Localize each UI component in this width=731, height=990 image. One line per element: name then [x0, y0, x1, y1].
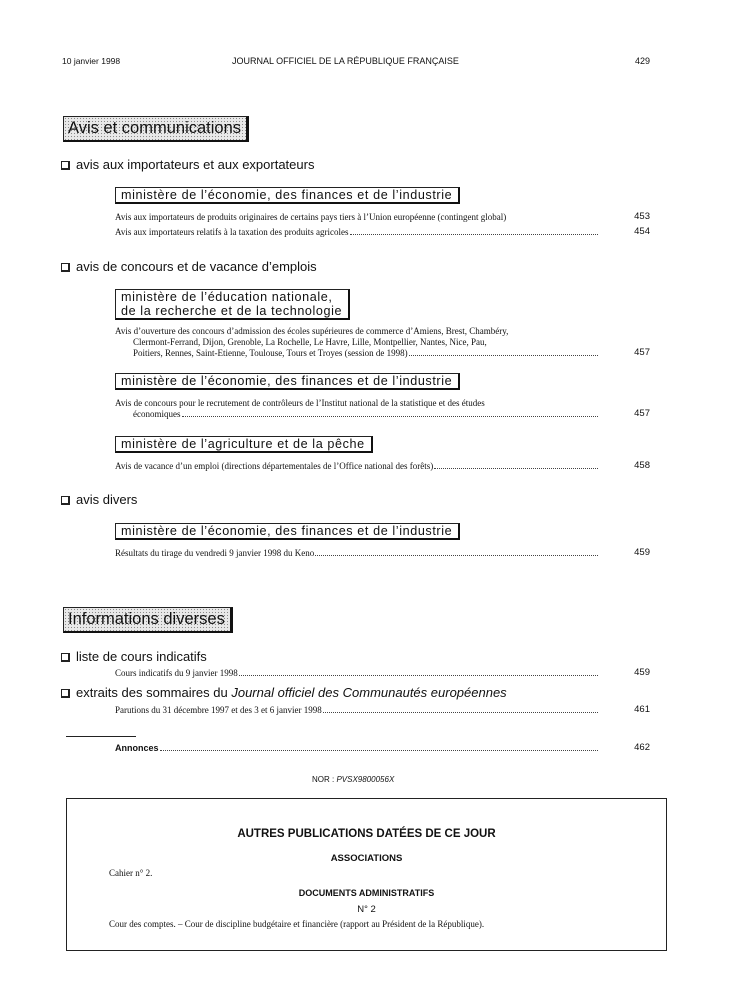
section-avis-concours: [61, 259, 317, 275]
publications-cahier: Cahier n° 2.: [109, 868, 153, 878]
toc-page-number: 457: [634, 347, 650, 358]
section-label: avis aux importateurs et aux exportateurs: [76, 157, 315, 172]
section-label: avis de concours et de vacance d’emplois: [76, 259, 317, 274]
toc-entry[interactable]: Cours indicatifs du 9 janvier 1998: [115, 668, 599, 679]
toc-page-number: 459: [634, 547, 650, 558]
checkbox-bullet-icon: [61, 653, 70, 662]
ministry-line: ministère de l’éducation nationale,: [121, 290, 333, 304]
toc-entry-annonces[interactable]: Annonces: [115, 743, 599, 754]
ministry-economie-3: ministère de l’économie, des finances et de l’industrie: [115, 523, 460, 540]
publications-number: N° 2: [357, 904, 376, 915]
toc-page-number: 454: [634, 226, 650, 237]
header-date: 10 janvier 1998: [62, 56, 121, 66]
toc-entry[interactable]: Parutions du 31 décembre 1997 et des 3 et 6 janvier 1998: [115, 705, 599, 716]
toc-entry[interactable]: Avis de vacance d’un emploi (directions départementales de l’Office national des forêts): [115, 461, 599, 472]
separator-rule: [66, 736, 136, 737]
toc-entry[interactable]: Avis aux importateurs de produits originaires de certains pays tiers à l’Union européenne (contingent global): [115, 212, 507, 222]
toc-page-number: 462: [634, 742, 650, 753]
toc-entry[interactable]: Avis de concours pour le recrutement de contrôleurs de l’Institut national de la statistique et des études économiques: [115, 398, 599, 420]
publications-description: Cour des comptes. – Cour de discipline budgétaire et financière (rapport au Président de la République).: [109, 919, 485, 929]
nor-reference: NOR : PVSX9800056X: [312, 775, 395, 784]
header-title: JOURNAL OFFICIEL DE LA RÉPUBLIQUE FRANÇAISE: [232, 56, 459, 66]
ministry-agriculture: ministère de l’agriculture et de la pêche: [115, 436, 373, 453]
toc-page-number: 453: [634, 211, 650, 222]
section-label: extraits des sommaires du: [76, 685, 232, 700]
ministry-education: [115, 289, 350, 320]
checkbox-bullet-icon: [61, 161, 70, 170]
banner-informations-diverses: Informations diverses: [63, 607, 233, 633]
toc-entry[interactable]: Avis aux importateurs relatifs à la taxation des produits agricoles: [115, 227, 599, 238]
toc-page-number: 457: [634, 408, 650, 419]
ministry-line: de la recherche et de la technologie: [121, 304, 343, 318]
section-label: avis divers: [76, 492, 138, 507]
ministry-economie-2: ministère de l’économie, des finances et de l’industrie: [115, 373, 460, 390]
section-label-italic: Journal officiel des Communautés européennes: [231, 685, 507, 700]
section-extraits-sommaires: [61, 685, 507, 701]
section-avis-divers: [61, 492, 137, 508]
checkbox-bullet-icon: [61, 689, 70, 698]
section-label: liste de cours indicatifs: [76, 649, 207, 664]
toc-page-number: 458: [634, 460, 650, 471]
section-avis-importateurs: [61, 157, 314, 173]
checkbox-bullet-icon: [61, 263, 70, 272]
publications-documents: DOCUMENTS ADMINISTRATIFS: [298, 888, 435, 898]
checkbox-bullet-icon: [61, 496, 70, 505]
ministry-economie-1: ministère de l’économie, des finances et de l’industrie: [115, 187, 460, 204]
toc-page-number: 461: [634, 704, 650, 715]
toc-page-number: 459: [634, 667, 650, 678]
banner-avis-communications: Avis et communications: [63, 116, 249, 142]
publications-title: AUTRES PUBLICATIONS DATÉES DE CE JOUR: [237, 828, 496, 840]
toc-entry[interactable]: Avis d’ouverture des concours d’admission des écoles supérieures de commerce d’Amiens, Brest, Chambéry, Clermont-Ferrand, Dijon, Grenoble, La Rochelle, Le Havre, Lille, Montpellier, Nantes, Nice, Pau, Poitiers, Rennes, Saint-Etienne, Toulouse, Tours et Troyes (session de 1998): [115, 326, 599, 359]
section-cours-indicatifs: [61, 649, 207, 665]
publications-associations: ASSOCIATIONS: [330, 853, 403, 864]
header-page-number: 429: [634, 56, 650, 66]
toc-entry[interactable]: Résultats du tirage du vendredi 9 janvier 1998 du Keno: [115, 548, 599, 559]
